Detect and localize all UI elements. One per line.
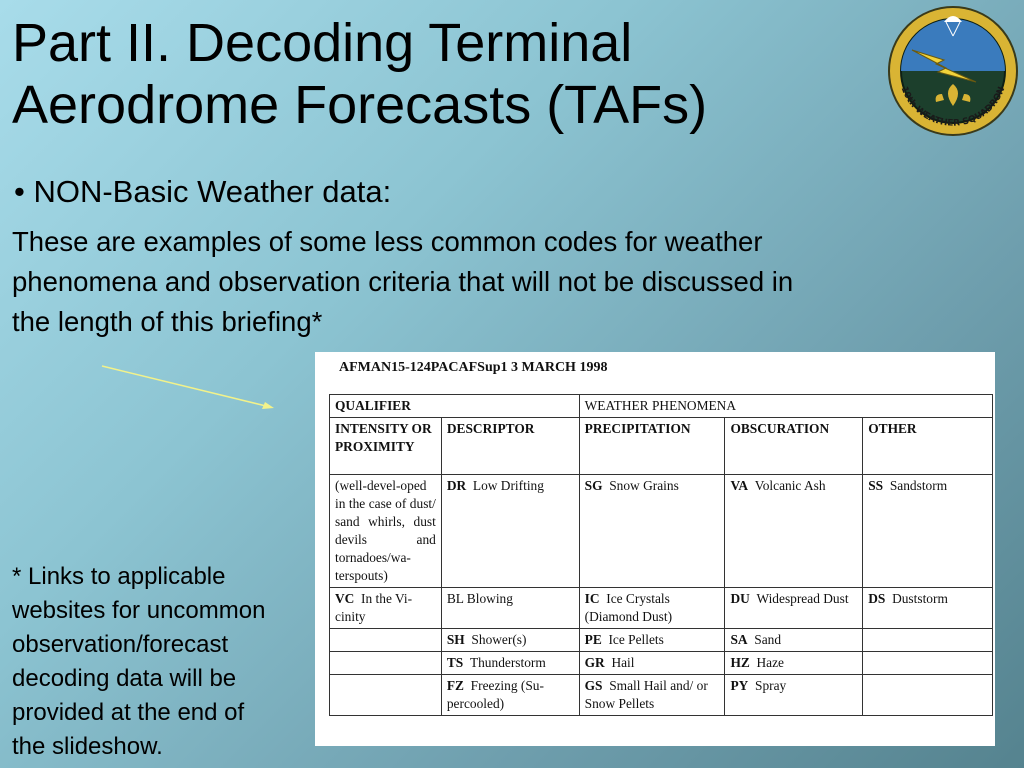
document-image	[315, 352, 995, 746]
obscuration-cell	[725, 675, 863, 716]
code: FZ	[446, 678, 464, 693]
intensity-cell	[330, 675, 442, 716]
table-row	[330, 629, 993, 652]
code: VA	[730, 478, 749, 493]
code: IC	[584, 591, 600, 606]
meaning: Volcanic Ash	[754, 478, 826, 493]
body-paragraph	[12, 222, 1012, 342]
code: SA	[730, 632, 748, 647]
meaning: Duststorm	[892, 591, 948, 606]
footnote-line-5: provided at the end of	[12, 699, 245, 726]
obscuration-cell	[725, 475, 863, 588]
meaning: Low Drifting	[472, 478, 544, 493]
obscuration-cell	[725, 588, 863, 629]
meaning: Small Hail and/ or Snow Pellets	[584, 678, 708, 711]
other-cell	[863, 588, 993, 629]
intensity-cell	[330, 588, 442, 629]
table-row	[330, 652, 993, 675]
meaning: Ice Crystals (Diamond Dust)	[584, 591, 673, 624]
table-top-header-row	[330, 395, 993, 418]
code: GS	[584, 678, 603, 693]
meaning: Widespread Dust	[756, 591, 849, 606]
meaning: Thunderstorm	[469, 655, 546, 670]
weather-phenomena-header: WEATHER PHENOMENA	[579, 395, 992, 418]
descriptor-cell	[441, 475, 579, 588]
document-header: AFMAN15-124PACAFSup1 3 MARCH 1998	[339, 360, 608, 375]
precipitation-cell	[579, 475, 725, 588]
code: SH	[446, 632, 465, 647]
obscuration-header: OBSCURATION	[725, 418, 863, 475]
code: DS	[868, 591, 886, 606]
code: HZ	[730, 655, 750, 670]
meaning: Freezing (Su-percooled)	[446, 678, 544, 711]
bullet-heading: • NON-Basic Weather data:	[14, 174, 392, 209]
meaning: In the Vi-cinity	[335, 591, 413, 624]
table-row	[330, 675, 993, 716]
footnote-line-4: decoding data will be	[12, 665, 237, 692]
code: TS	[446, 655, 464, 670]
meaning: Ice Pellets	[608, 632, 664, 647]
code: PY	[730, 678, 749, 693]
descriptor-cell	[441, 652, 579, 675]
other-cell	[863, 652, 993, 675]
precipitation-cell	[579, 588, 725, 629]
meaning: Sandstorm	[889, 478, 948, 493]
weather-squadron-logo	[884, 2, 1022, 145]
meaning: Spray	[755, 678, 787, 693]
title-line-1: Part II. Decoding Terminal	[12, 13, 633, 73]
obscuration-cell	[725, 652, 863, 675]
intensity-cell	[330, 652, 442, 675]
qualifier-header: QUALIFIER	[330, 395, 580, 418]
code: GR	[584, 655, 605, 670]
meaning: Snow Grains	[609, 478, 679, 493]
meaning: Shower(s)	[471, 632, 527, 647]
intensity-note: (well-devel-oped in the case of dust/ sand whirls, dust devils and tornadoes/wa-terspouts)	[330, 475, 442, 588]
table-row	[330, 588, 993, 629]
arrow-pointer	[96, 360, 286, 425]
descriptor-cell	[441, 629, 579, 652]
code: SS	[868, 478, 884, 493]
other-cell	[863, 675, 993, 716]
intensity-cell	[330, 629, 442, 652]
footnote-line-1: * Links to applicable	[12, 563, 226, 590]
slide-title	[12, 12, 872, 136]
other-cell	[863, 475, 993, 588]
body-line-1: These are examples of some less common codes for weather	[12, 226, 763, 257]
meaning: BL Blowing	[446, 591, 513, 606]
footnote-line-6: the slideshow.	[12, 733, 163, 760]
meaning: Sand	[754, 632, 782, 647]
body-line-3: the length of this briefing*	[12, 306, 323, 337]
table-column-header-row	[330, 418, 993, 475]
precipitation-header: PRECIPITATION	[579, 418, 725, 475]
footnote-line-3: observation/forecast	[12, 631, 229, 658]
precipitation-cell	[579, 675, 725, 716]
code: VC	[335, 591, 355, 606]
descriptor-cell	[441, 588, 579, 629]
logo-lettering: 10th WEATHER SQUADRON	[898, 85, 1008, 129]
descriptor-header: DESCRIPTOR	[441, 418, 579, 475]
table-row	[330, 475, 993, 588]
other-cell	[863, 629, 993, 652]
weather-codes-table	[329, 394, 993, 716]
title-line-2: Aerodrome Forecasts (TAFs)	[12, 75, 708, 135]
body-line-2: phenomena and observation criteria that will not be discussed in	[12, 266, 794, 297]
code: DR	[446, 478, 467, 493]
code: PE	[584, 632, 602, 647]
code: DU	[730, 591, 750, 606]
meaning: Hail	[611, 655, 635, 670]
meaning: Haze	[756, 655, 785, 670]
intensity-header: INTENSITY OR PROXIMITY	[330, 418, 442, 475]
code: SG	[584, 478, 603, 493]
precipitation-cell	[579, 652, 725, 675]
descriptor-cell	[441, 675, 579, 716]
obscuration-cell	[725, 629, 863, 652]
other-header: OTHER	[863, 418, 993, 475]
footnote-line-2: websites for uncommon	[12, 597, 266, 624]
footnote	[12, 560, 322, 764]
precipitation-cell	[579, 629, 725, 652]
